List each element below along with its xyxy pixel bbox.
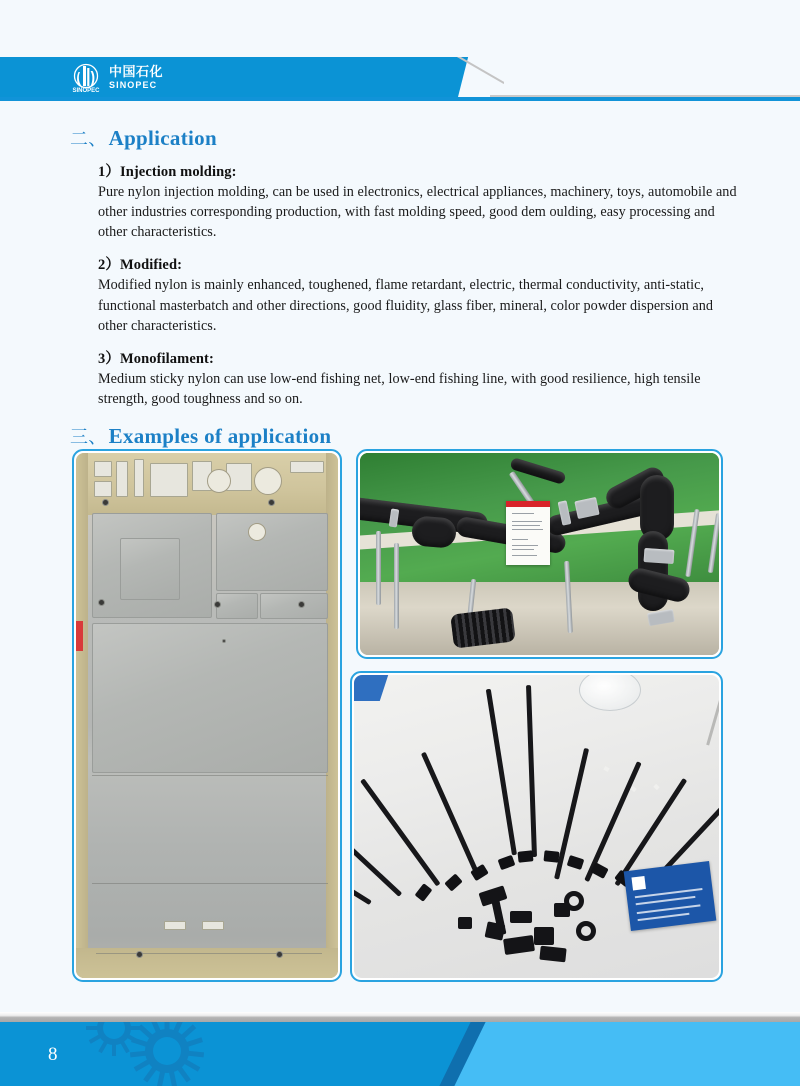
page-number: 8 bbox=[48, 1044, 58, 1065]
footer-gray-strip bbox=[0, 1012, 800, 1022]
section-number-2: 二、 bbox=[70, 129, 107, 150]
chassis-red-tab bbox=[76, 621, 83, 651]
header-diagonal-line bbox=[456, 57, 504, 99]
brand-name-cn: 中国石化 bbox=[109, 65, 164, 80]
item-monofilament bbox=[98, 347, 745, 409]
application-items bbox=[0, 160, 800, 409]
page-content bbox=[0, 125, 800, 449]
page-header bbox=[0, 57, 800, 103]
section-label-examples: Examples of application bbox=[108, 424, 332, 449]
item-title-monofilament: 3）Monofilament: bbox=[98, 350, 214, 367]
svg-text:SINOPEC: SINOPEC bbox=[72, 88, 100, 94]
section-label-application: Application bbox=[108, 126, 217, 150]
hose-spec-card bbox=[506, 501, 550, 565]
item-body-modified: Modified nylon is mainly enhanced, toughened, flame retardant, electric, thermal conductivity, anti-static, functional masterbatch and other directions, good fluidity, glass fiber, mineral, color powder dispersion and other characteristics. bbox=[98, 277, 714, 334]
brand-logo bbox=[70, 61, 163, 95]
footer-blue-band bbox=[0, 1022, 800, 1086]
gear-icon-large bbox=[130, 1022, 204, 1086]
spacer bbox=[98, 242, 745, 253]
brand-name-en: SINOPEC bbox=[109, 80, 158, 90]
footer-light-accent bbox=[454, 1022, 800, 1086]
header-blue-underline bbox=[0, 97, 800, 101]
example-photo-gallery bbox=[0, 447, 800, 987]
item-body-injection-molding: Pure nylon injection molding, can be used in electronics, electrical appliances, machinery, toys, automobile and other industries corresponding production, with fast molding speed, good dem oulding, easy processing and other characteristics. bbox=[98, 184, 737, 241]
item-injection-molding bbox=[98, 160, 745, 242]
cable-ties-photo bbox=[350, 671, 723, 982]
spacer bbox=[98, 336, 745, 347]
phone-chassis-photo bbox=[72, 449, 342, 982]
automotive-hose-photo bbox=[356, 449, 723, 659]
section-heading-examples bbox=[0, 423, 800, 449]
item-modified bbox=[98, 253, 745, 335]
sinopec-logo-icon bbox=[70, 62, 102, 94]
page-footer bbox=[0, 1012, 800, 1086]
section-heading-application bbox=[0, 125, 800, 151]
section-number-3: 三、 bbox=[70, 427, 107, 449]
item-title-modified: 2）Modified: bbox=[98, 257, 183, 274]
item-body-monofilament: Medium sticky nylon can use low-end fishing net, low-end fishing line, with good resilience, high tensile strength, good toughness and so on. bbox=[98, 370, 701, 408]
ties-placard bbox=[624, 861, 717, 931]
item-title-injection-molding: 1）Injection molding: bbox=[98, 164, 237, 180]
